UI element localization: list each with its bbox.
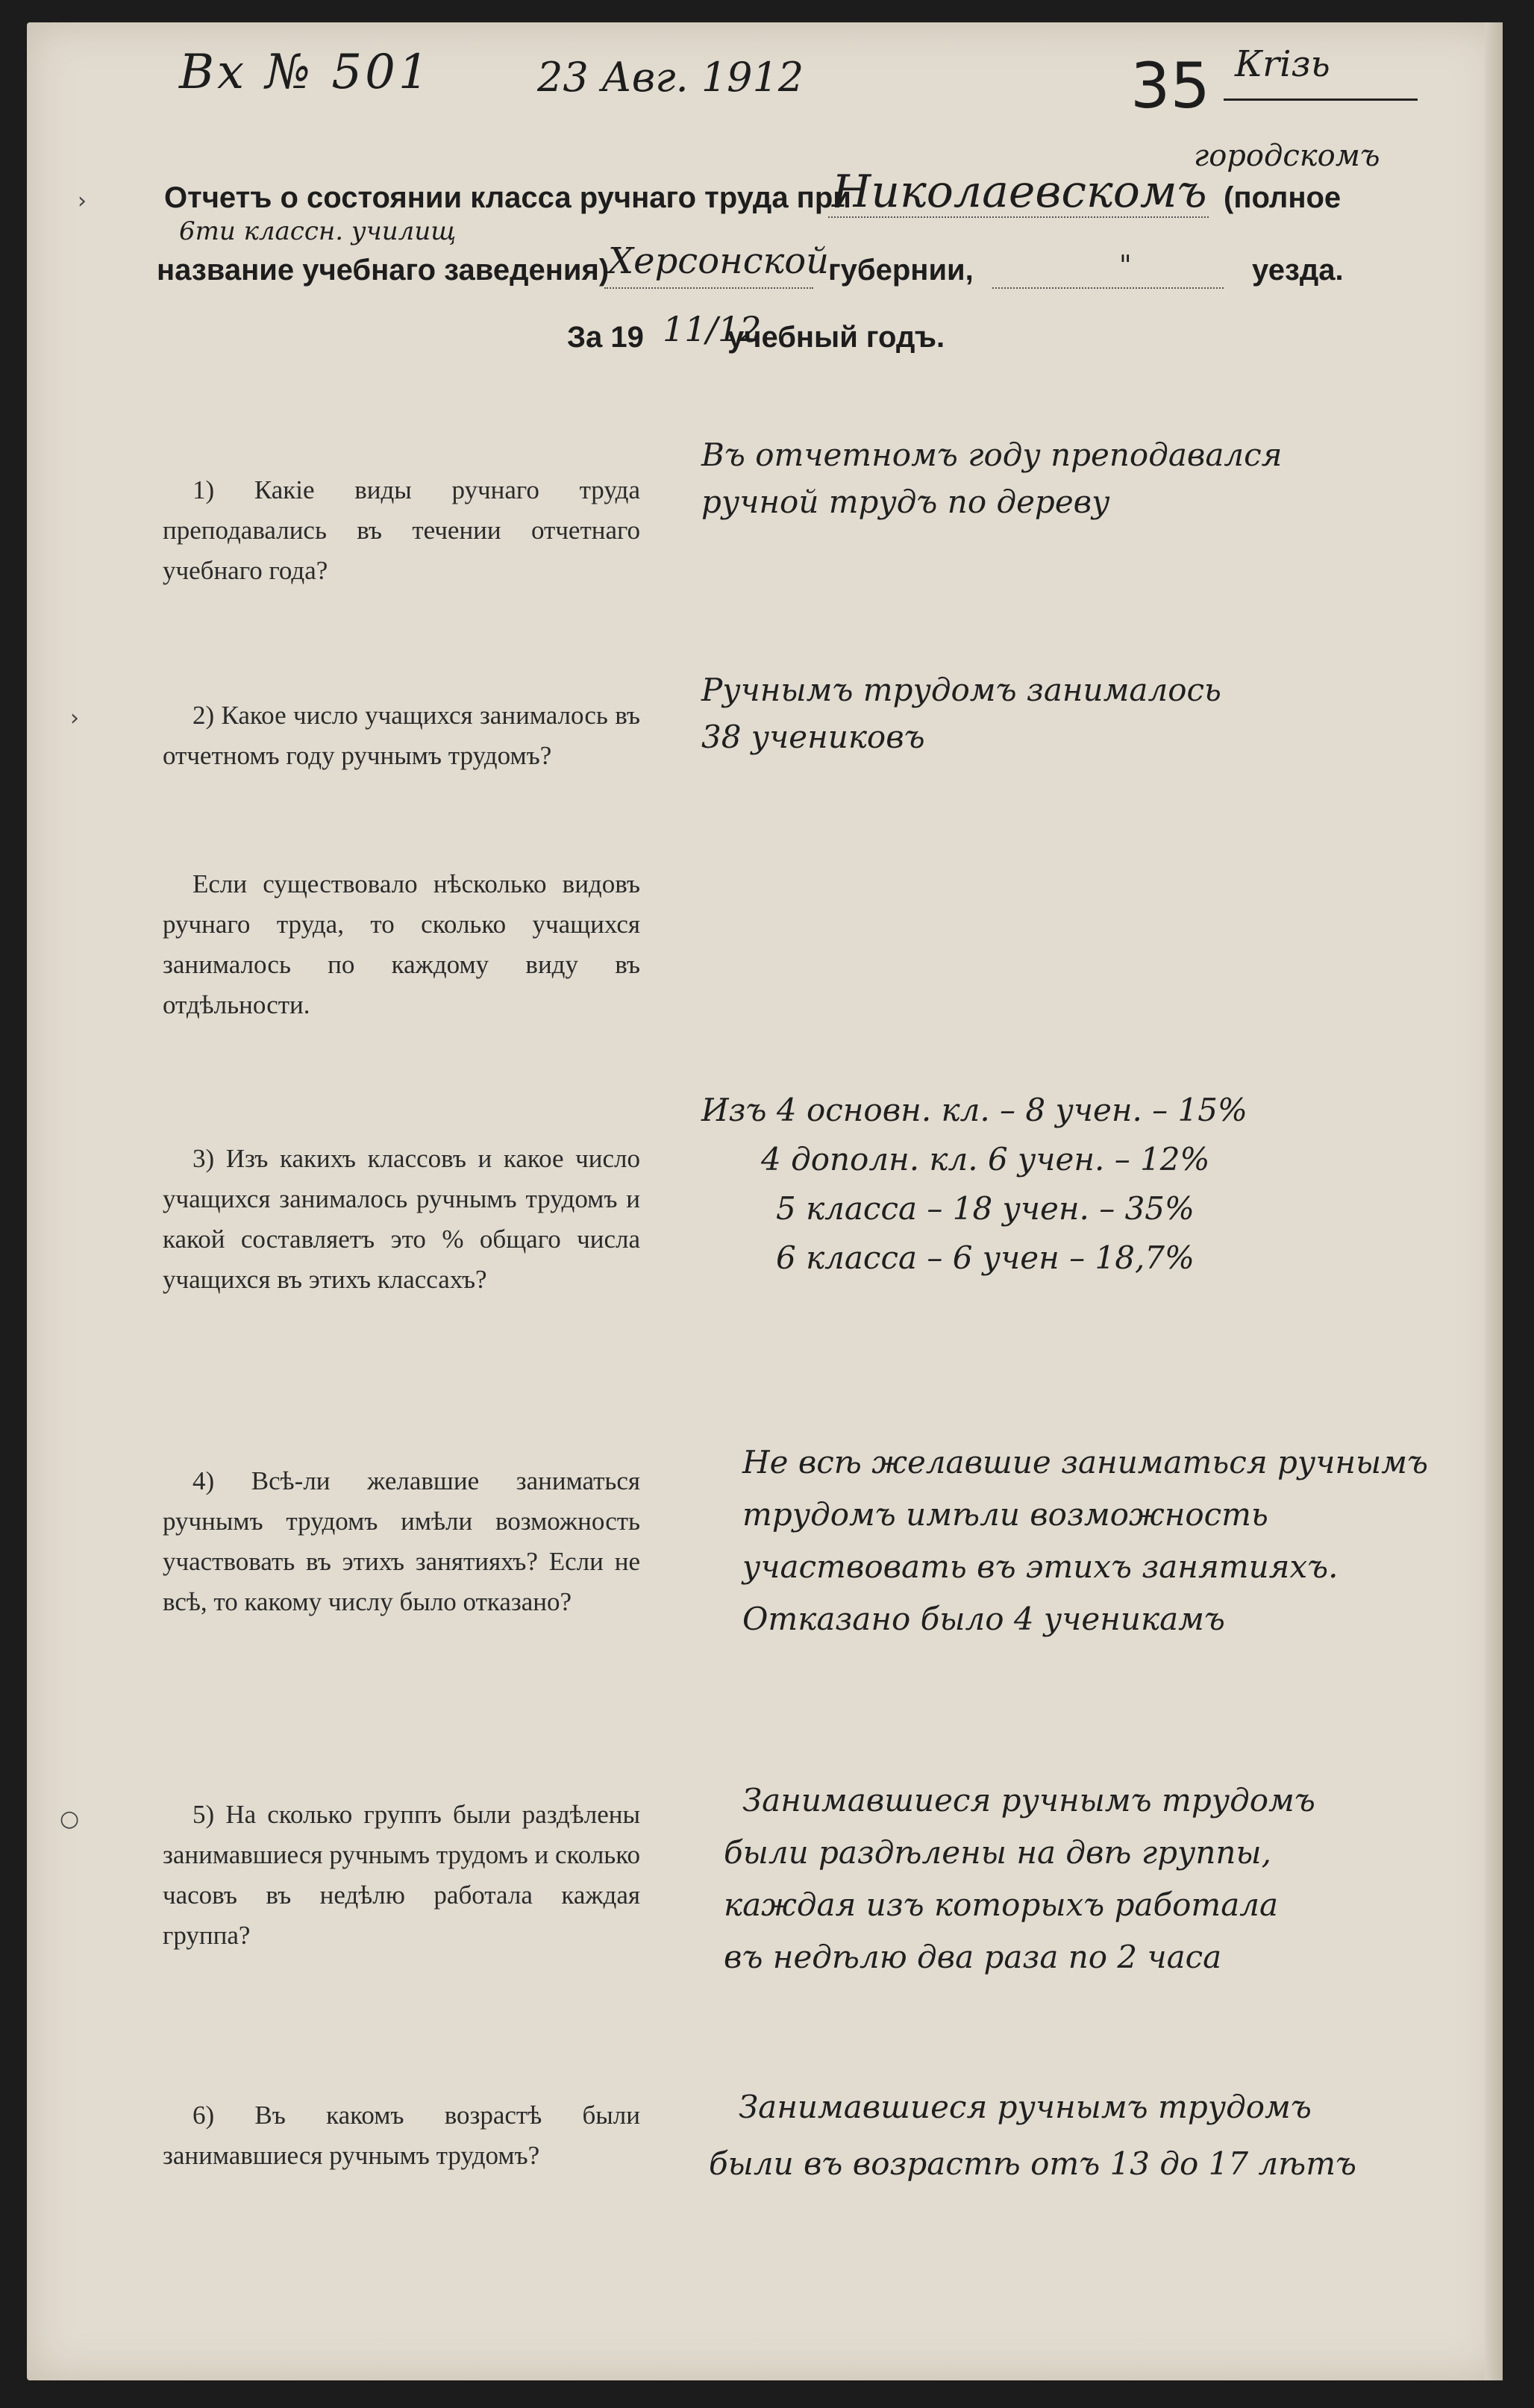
answer-line: каждая изъ которыхъ работала: [724, 1886, 1279, 1923]
answer-line: ручной трудъ по дереву: [701, 484, 1110, 520]
registry-date: 23 Авг. 1912: [537, 54, 804, 101]
answer-4: [701, 1436, 1428, 1645]
stamp-mark: Кriзь: [1235, 43, 1330, 85]
answer-line: Отказано было 4 ученикамъ: [742, 1601, 1225, 1637]
question-4-text: 4) Всѣ-ли желавшие заниматься ручнымъ трудомъ имѣли возможность участвовать въ этихъ занятияхъ? Если не всѣ, то какому числу было отказано?: [163, 1466, 640, 1616]
answer-6: [701, 2079, 1356, 2192]
margin-tick: ›: [78, 188, 87, 214]
year-prefix: За 19: [567, 321, 644, 354]
answer-2: [701, 666, 1221, 760]
question-1-text: 1) Какie виды ручнаго труда преподавались въ течении отчетнаго учебнаго года?: [163, 475, 640, 585]
answer-line: Изъ 4 основн. кл. – 8 учен. – 15%: [701, 1092, 1247, 1128]
answer-line: 4 дополн. кл. 6 учен. – 12%: [761, 1141, 1210, 1178]
question-6: [163, 2095, 640, 2176]
title-line1-prefix: Отчетъ о состоянии класса ручнаго труда при: [164, 181, 851, 214]
question-6-text: 6) Въ какомъ возрастѣ были занимавшиеся ручнымъ трудомъ?: [163, 2101, 640, 2170]
above-line2: 6ти классн. училищ: [179, 216, 457, 246]
school-name: Николаевскомъ: [832, 166, 1207, 218]
answer-line: были въ возрастѣ отъ 13 до 17 лѣтъ: [709, 2145, 1357, 2182]
answer-line: Ручнымъ трудомъ занималось: [701, 672, 1221, 708]
page-edge: [1485, 22, 1503, 2380]
district-label: уезда.: [1252, 254, 1344, 287]
province-name: Херсонской: [608, 240, 830, 282]
question-2-text: 2) Какое число учащихся занималось въ отчетномъ году ручнымъ трудомъ?: [163, 701, 640, 770]
above-school-name: городскомъ: [1194, 139, 1380, 173]
stamp-underline: [1224, 98, 1418, 101]
answer-1: [701, 431, 1282, 525]
title-line2-prefix: название учебнаго заведения): [157, 254, 610, 287]
province-label: губернии,: [828, 254, 974, 287]
school-name-blank: [828, 216, 1209, 218]
question-3-text: 3) Изъ какихъ классовъ и какое число учащихся занималось ручнымъ трудомъ и какой составляетъ это % общаго числа учащихся въ этихъ классахъ?: [163, 1144, 640, 1294]
question-2-extra-text: Если существовало нѣсколько видовъ ручнаго труда, то сколько учащихся занималось по каждому виду въ отдѣльности.: [163, 869, 640, 1019]
question-2-extra: [163, 864, 640, 1025]
answer-5: [701, 1774, 1315, 1983]
answer-line: были раздѣлены на двѣ группы,: [724, 1834, 1271, 1871]
province-blank: [604, 287, 813, 289]
registry-number: Вх № 501: [179, 45, 432, 100]
answer-line: 6 класса – 6 учен – 18,7%: [776, 1239, 1195, 1276]
answer-line: трудомъ имѣли возможность: [742, 1496, 1268, 1533]
title-line1-suffix: (полное: [1224, 181, 1342, 214]
question-4: [163, 1461, 640, 1622]
answer-line: Занимавшиеся ручнымъ трудомъ: [739, 2089, 1312, 2125]
margin-tick: ○: [60, 1806, 80, 1832]
year-suffix: учебный годъ.: [727, 321, 945, 354]
answer-line: Не всѣ желавшие заниматься ручнымъ: [742, 1444, 1429, 1480]
answer-line: участвовать въ этихъ занятияхъ.: [742, 1548, 1339, 1585]
answer-line: Занимавшиеся ручнымъ трудомъ: [742, 1782, 1315, 1818]
answer-line: въ недѣлю два раза по 2 часа: [724, 1939, 1222, 1975]
answer-3: [701, 1086, 1247, 1283]
school-year: 11/12: [663, 309, 762, 349]
district-blank: [992, 287, 1224, 289]
answer-line: Въ отчетномъ году преподавался: [701, 437, 1283, 473]
margin-tick: ›: [70, 705, 79, 731]
question-2: [163, 695, 640, 776]
page-number: 35: [1130, 49, 1210, 122]
answer-line: 5 класса – 18 учен. – 35%: [776, 1190, 1195, 1227]
question-5-text: 5) На сколько группъ были раздѣлены занимавшиеся ручнымъ трудомъ и сколько часовъ въ недѣлю работала каждая группа?: [163, 1800, 640, 1950]
question-3: [163, 1139, 640, 1300]
question-5: [163, 1795, 640, 1956]
question-1: [163, 470, 640, 591]
answer-line: 38 учениковъ: [701, 719, 925, 755]
district-ditto: ": [1119, 251, 1132, 281]
